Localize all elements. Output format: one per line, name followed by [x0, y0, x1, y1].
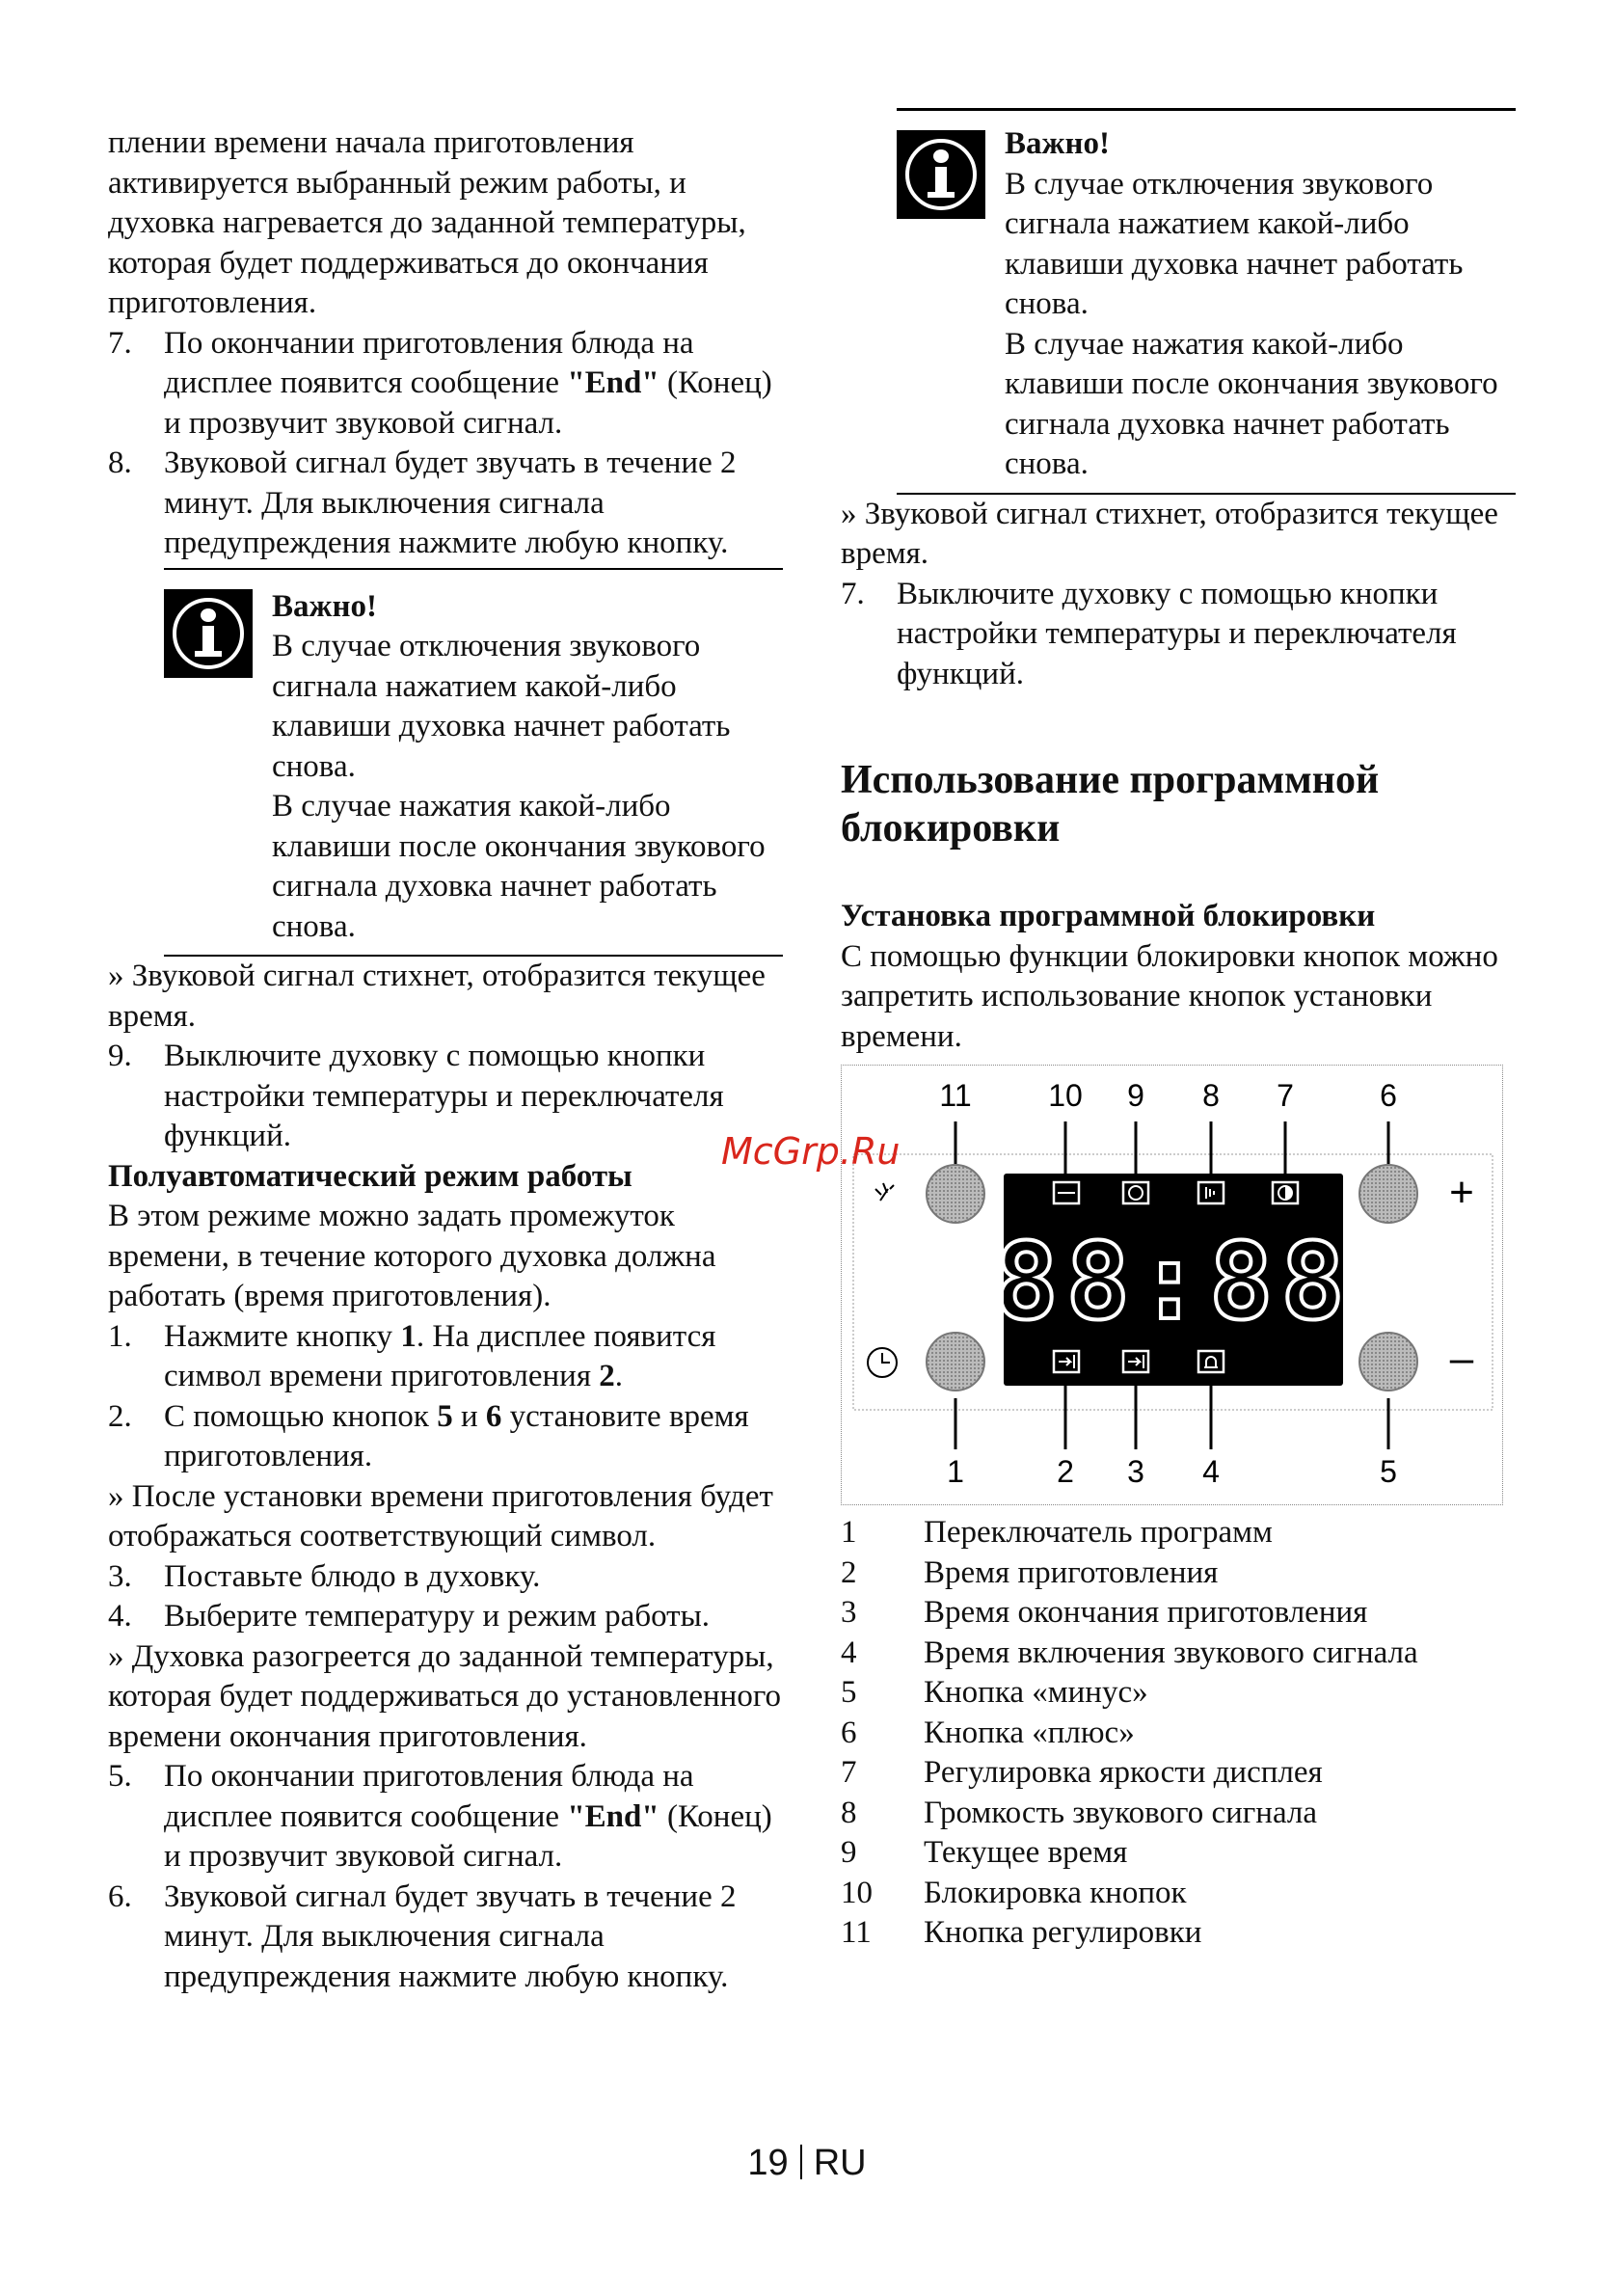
program-knob[interactable]: [927, 1333, 984, 1391]
display-digits: 88:88: [994, 1220, 1353, 1343]
list-item: 4. Выберите температуру и режим работы.: [108, 1599, 711, 1634]
legend-text: Регулировка яркости дисплея: [924, 1755, 1323, 1790]
section-subtitle: Полуавтоматический режим работы: [108, 1158, 632, 1194]
note-text: В случае нажатия какой-либо клавиши после окончания звукового сигнала духовка начнет работать снова.: [1005, 326, 1498, 481]
result-text: » Звуковой сигнал стихнет, отобразится текущее время.: [108, 959, 766, 1034]
legend-number: 11: [841, 1915, 872, 1950]
legend-number: 5: [841, 1675, 857, 1710]
note-title: Важно!: [272, 588, 377, 624]
label-4: 4: [1202, 1454, 1220, 1489]
control-panel-diagram: [841, 1065, 1503, 1505]
legend-text: Кнопка «минус»: [924, 1675, 1148, 1710]
list-item: 7. По окончании приготовления блюда на дисплее появится сообщение "End" (Конец) и прозвучит звуковой сигнал.: [108, 325, 772, 441]
minus-knob[interactable]: [1359, 1333, 1417, 1391]
note-title: Важно!: [1005, 126, 1110, 161]
legend-text: Время приготовления: [924, 1554, 1219, 1590]
label-11: 11: [939, 1078, 972, 1113]
legend-number: 1: [841, 1515, 857, 1550]
legend-text: Текущее время: [924, 1835, 1128, 1870]
adjust-knob[interactable]: [927, 1165, 984, 1223]
legend-number: 2: [841, 1554, 857, 1590]
control-panel-svg: [842, 1066, 1502, 1504]
legend-text: Блокировка кнопок: [924, 1875, 1187, 1910]
label-3: 3: [1127, 1454, 1144, 1489]
watermark: McGrp.Ru: [721, 1130, 901, 1173]
list-item: 1. Нажмите кнопку 1. На дисплее появится символ времени приготовления 2.: [108, 1318, 716, 1393]
legend-text: Время включения звукового сигнала: [924, 1634, 1418, 1670]
list-item: 3. Поставьте блюдо в духовку.: [108, 1558, 541, 1594]
list-item: 6. Звуковой сигнал будет звучать в течение 2 минут. Для выключения сигнала предупреждения нажмите любую кнопку.: [108, 1878, 737, 1994]
note-text: В случае отключения звукового сигнала нажатием какой-либо клавиши духовка начнет работать снова.: [272, 629, 731, 784]
label-9: 9: [1127, 1078, 1144, 1113]
label-6: 6: [1380, 1078, 1397, 1113]
legend-text: Громкость звукового сигнала: [924, 1795, 1318, 1830]
important-note: [164, 568, 783, 958]
label-10: 10: [1048, 1078, 1083, 1113]
legend-text: Переключатель программ: [924, 1515, 1273, 1550]
label-8: 8: [1202, 1078, 1220, 1113]
section-heading: Использование программной блокировки: [841, 758, 1380, 851]
info-icon: [164, 589, 253, 678]
plus-sign: +: [1449, 1169, 1474, 1216]
important-note: [897, 108, 1516, 495]
result-text: » После установки времени приготовления будет отображаться соответствующий символ.: [108, 1478, 773, 1553]
legend-number: 4: [841, 1634, 857, 1670]
list-item: 5. По окончании приготовления блюда на дисплее появится сообщение "End" (Конец) и прозвучит звуковой сигнал.: [108, 1759, 772, 1874]
label-1: 1: [947, 1454, 964, 1489]
info-icon: [897, 130, 985, 219]
adjust-icon: [875, 1183, 894, 1201]
note-text: В случае нажатия какой-либо клавиши после окончания звукового сигнала духовка начнет работать снова.: [272, 789, 766, 944]
paragraph: плении времени начала приготовления активируется выбранный режим работы, и духовка нагревается до заданной температуры, которая будет поддерживаться до окончания приготовления.: [108, 125, 746, 320]
section-subtitle: Установка программной блокировки: [841, 899, 1376, 933]
legend-text: Время окончания приготовления: [924, 1595, 1368, 1630]
result-text: » Звуковой сигнал стихнет, отобразится текущее время.: [841, 496, 1498, 571]
legend-number: 6: [841, 1715, 857, 1750]
legend-number: 3: [841, 1595, 857, 1630]
paragraph: С помощью функции блокировки кнопок можно запретить использование кнопок установки времени.: [841, 938, 1498, 1054]
result-text: » Духовка разогреется до заданной температуры, которая будет поддерживаться до установленного времени окончания приготовления.: [108, 1638, 782, 1754]
legend-text: Кнопка «плюс»: [924, 1715, 1135, 1750]
legend-number: 7: [841, 1755, 857, 1790]
label-7: 7: [1277, 1078, 1294, 1113]
page-footer: [0, 2143, 1614, 2184]
page-language: RU: [813, 2143, 867, 2183]
list-item: 2. С помощью кнопок 5 и 6 установите время приготовления.: [108, 1398, 749, 1473]
footer-separator: [800, 2145, 802, 2179]
legend-text: Кнопка регулировки: [924, 1915, 1202, 1950]
list-item: 7. Выключите духовку с помощью кнопки настройки температуры и переключателя функций.: [841, 576, 1457, 691]
legend-number: 8: [841, 1795, 857, 1830]
list-item: 9. Выключите духовку с помощью кнопки настройки температуры и переключателя функций.: [108, 1039, 724, 1153]
page-number: 19: [747, 2143, 789, 2183]
diagram-legend: [841, 1513, 1516, 1954]
left-column: [108, 123, 783, 1997]
legend-number: 9: [841, 1835, 857, 1870]
list-item: 8. Звуковой сигнал будет звучать в течение 2 минут. Для выключения сигнала предупреждения нажмите любую кнопку.: [108, 446, 737, 560]
note-text: В случае отключения звукового сигнала нажатием какой-либо клавиши духовка начнет работать снова.: [1005, 166, 1464, 321]
legend-number: 10: [841, 1875, 873, 1910]
paragraph: В этом режиме можно задать промежуток времени, в течение которого духовка должна работать (время приготовления).: [108, 1199, 716, 1313]
label-5: 5: [1380, 1454, 1397, 1489]
minus-sign: –: [1449, 1335, 1474, 1382]
right-column: [841, 108, 1516, 1954]
label-2: 2: [1057, 1454, 1074, 1489]
plus-knob[interactable]: [1359, 1165, 1417, 1223]
